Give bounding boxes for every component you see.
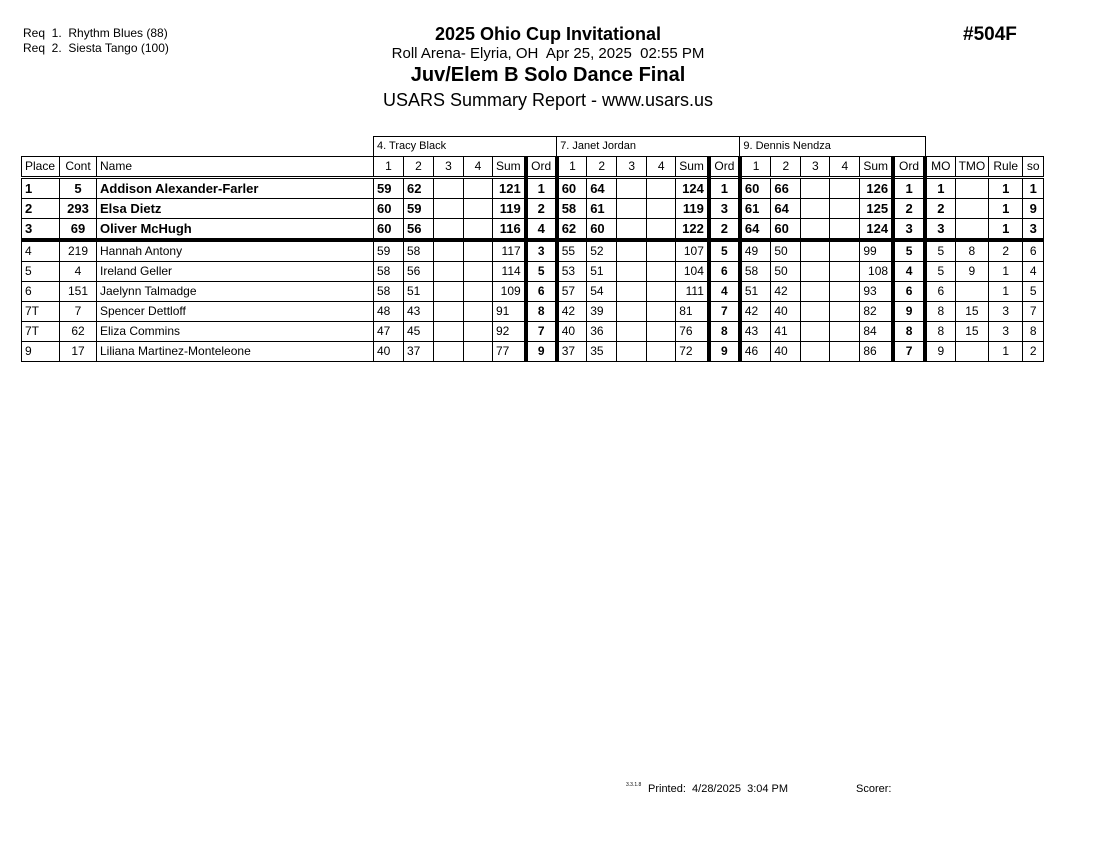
table-row <box>22 240 1044 262</box>
rule-cell: 1 <box>989 219 1023 241</box>
ordinal-cell: 7 <box>709 302 740 322</box>
score-1-cell: 55 <box>557 240 587 262</box>
name-cell: Spencer Dettloff <box>97 302 374 322</box>
score-2-cell: 60 <box>771 219 801 241</box>
ordinal-cell: 2 <box>709 219 740 241</box>
score-4-cell <box>464 178 493 199</box>
table-row <box>22 302 1044 322</box>
sum-cell: 99 <box>860 240 893 262</box>
sum-cell: 119 <box>493 199 526 219</box>
ordinal-cell: 3 <box>709 199 740 219</box>
place-cell: 7T <box>22 322 60 342</box>
request-1: Req 1. Rhythm Blues (88) <box>23 26 168 40</box>
so-cell: 8 <box>1023 322 1044 342</box>
score-2-cell: 36 <box>587 322 617 342</box>
mo-cell: 6 <box>925 282 955 302</box>
col-j3-sum: Sum <box>860 157 893 178</box>
score-3-cell <box>434 322 464 342</box>
score-1-cell: 46 <box>740 342 771 362</box>
ordinal-cell: 1 <box>526 178 557 199</box>
ordinal-cell: 1 <box>893 178 925 199</box>
col-j1-4: 4 <box>464 157 493 178</box>
sum-cell: 108 <box>860 262 893 282</box>
score-1-cell: 58 <box>557 199 587 219</box>
score-3-cell <box>434 240 464 262</box>
ordinal-cell: 2 <box>526 199 557 219</box>
sum-cell: 107 <box>676 240 709 262</box>
score-1-cell: 60 <box>374 219 404 241</box>
sum-cell: 121 <box>493 178 526 199</box>
score-2-cell: 58 <box>404 240 434 262</box>
mo-cell: 5 <box>925 240 955 262</box>
rule-cell: 1 <box>989 342 1023 362</box>
col-j3-3: 3 <box>801 157 830 178</box>
col-j1-ord: Ord <box>526 157 557 178</box>
score-3-cell <box>434 178 464 199</box>
score-2-cell: 43 <box>404 302 434 322</box>
score-1-cell: 58 <box>740 262 771 282</box>
ordinal-cell: 9 <box>709 342 740 362</box>
score-1-cell: 64 <box>740 219 771 241</box>
score-1-cell: 62 <box>557 219 587 241</box>
score-2-cell: 56 <box>404 219 434 241</box>
score-4-cell <box>647 322 676 342</box>
event-name: 2025 Ohio Cup Invitational <box>434 24 662 44</box>
ordinal-cell: 9 <box>893 302 925 322</box>
so-cell: 5 <box>1023 282 1044 302</box>
judge-1-name: 4. Tracy Black <box>374 137 557 157</box>
tmo-cell <box>955 199 989 219</box>
score-3-cell <box>617 322 647 342</box>
ordinal-cell: 1 <box>709 178 740 199</box>
score-2-cell: 64 <box>771 199 801 219</box>
sum-cell: 72 <box>676 342 709 362</box>
score-3-cell <box>801 262 830 282</box>
ordinal-cell: 3 <box>893 219 925 241</box>
sum-cell: 86 <box>860 342 893 362</box>
tmo-cell: 15 <box>955 322 989 342</box>
table-row <box>22 219 1044 241</box>
sum-cell: 114 <box>493 262 526 282</box>
score-3-cell <box>617 282 647 302</box>
rule-cell: 1 <box>989 199 1023 219</box>
col-j2-4: 4 <box>647 157 676 178</box>
cont-cell: 62 <box>60 322 97 342</box>
name-cell: Elsa Dietz <box>97 199 374 219</box>
col-j1-1: 1 <box>374 157 404 178</box>
place-cell: 1 <box>22 178 60 199</box>
ordinal-cell: 8 <box>709 322 740 342</box>
score-1-cell: 47 <box>374 322 404 342</box>
score-4-cell <box>830 178 860 199</box>
score-2-cell: 64 <box>587 178 617 199</box>
col-j3-ord: Ord <box>893 157 925 178</box>
page-title: Juv/Elem B Solo Dance Final <box>410 64 686 86</box>
score-2-cell: 62 <box>404 178 434 199</box>
cont-cell: 5 <box>60 178 97 199</box>
name-cell: Oliver McHugh <box>97 219 374 241</box>
sum-cell: 124 <box>860 219 893 241</box>
mo-cell: 2 <box>925 199 955 219</box>
judge-header-row <box>22 137 1044 157</box>
name-cell: Ireland Geller <box>97 262 374 282</box>
score-4-cell <box>647 302 676 322</box>
sum-cell: 111 <box>676 282 709 302</box>
place-cell: 2 <box>22 199 60 219</box>
sum-cell: 116 <box>493 219 526 241</box>
score-1-cell: 49 <box>740 240 771 262</box>
table-row <box>22 178 1044 199</box>
col-j2-3: 3 <box>617 157 647 178</box>
sum-cell: 76 <box>676 322 709 342</box>
so-cell: 1 <box>1023 178 1044 199</box>
score-1-cell: 40 <box>557 322 587 342</box>
score-3-cell <box>801 302 830 322</box>
sum-cell: 117 <box>493 240 526 262</box>
score-3-cell <box>617 178 647 199</box>
results-body <box>22 178 1044 362</box>
so-cell: 7 <box>1023 302 1044 322</box>
rule-cell: 1 <box>989 178 1023 199</box>
score-3-cell <box>801 199 830 219</box>
score-4-cell <box>830 199 860 219</box>
place-cell: 7T <box>22 302 60 322</box>
table-row <box>22 282 1044 302</box>
venue-datetime: Roll Arena- Elyria, OH Apr 25, 2025 02:55 PM <box>391 45 705 62</box>
sum-cell: 126 <box>860 178 893 199</box>
ordinal-cell: 4 <box>709 282 740 302</box>
score-4-cell <box>830 322 860 342</box>
score-2-cell: 61 <box>587 199 617 219</box>
score-4-cell <box>830 282 860 302</box>
sum-cell: 93 <box>860 282 893 302</box>
score-1-cell: 37 <box>557 342 587 362</box>
score-4-cell <box>830 262 860 282</box>
cont-cell: 151 <box>60 282 97 302</box>
score-1-cell: 43 <box>740 322 771 342</box>
score-2-cell: 51 <box>404 282 434 302</box>
score-4-cell <box>647 240 676 262</box>
request-2: Req 2. Siesta Tango (100) <box>23 41 169 55</box>
score-1-cell: 42 <box>557 302 587 322</box>
score-1-cell: 57 <box>557 282 587 302</box>
score-1-cell: 40 <box>374 342 404 362</box>
score-2-cell: 41 <box>771 322 801 342</box>
col-j3-2: 2 <box>771 157 801 178</box>
table-row <box>22 199 1044 219</box>
so-cell: 6 <box>1023 240 1044 262</box>
mo-cell: 1 <box>925 178 955 199</box>
score-2-cell: 66 <box>771 178 801 199</box>
score-4-cell <box>464 199 493 219</box>
score-4-cell <box>647 282 676 302</box>
score-1-cell: 58 <box>374 262 404 282</box>
score-4-cell <box>464 302 493 322</box>
mo-cell: 9 <box>925 342 955 362</box>
score-3-cell <box>801 240 830 262</box>
score-3-cell <box>801 282 830 302</box>
ordinal-cell: 6 <box>709 262 740 282</box>
score-4-cell <box>647 199 676 219</box>
name-cell: Addison Alexander-Farler <box>97 178 374 199</box>
sum-cell: 82 <box>860 302 893 322</box>
score-1-cell: 59 <box>374 178 404 199</box>
sum-cell: 124 <box>676 178 709 199</box>
sum-cell: 84 <box>860 322 893 342</box>
so-cell: 2 <box>1023 342 1044 362</box>
sum-cell: 109 <box>493 282 526 302</box>
score-4-cell <box>464 240 493 262</box>
score-3-cell <box>434 199 464 219</box>
sum-cell: 122 <box>676 219 709 241</box>
score-2-cell: 39 <box>587 302 617 322</box>
col-tmo: TMO <box>955 157 989 178</box>
sum-cell: 77 <box>493 342 526 362</box>
cont-cell: 7 <box>60 302 97 322</box>
results-table <box>21 136 1044 362</box>
score-3-cell <box>434 342 464 362</box>
col-j2-1: 1 <box>557 157 587 178</box>
sum-cell: 104 <box>676 262 709 282</box>
score-1-cell: 48 <box>374 302 404 322</box>
score-4-cell <box>464 219 493 241</box>
scorer-label: Scorer: <box>856 783 892 795</box>
ordinal-cell: 6 <box>893 282 925 302</box>
score-3-cell <box>801 219 830 241</box>
score-3-cell <box>617 262 647 282</box>
score-3-cell <box>617 199 647 219</box>
so-cell: 9 <box>1023 199 1044 219</box>
score-3-cell <box>801 342 830 362</box>
ordinal-cell: 9 <box>526 342 557 362</box>
score-2-cell: 40 <box>771 302 801 322</box>
score-4-cell <box>647 219 676 241</box>
score-2-cell: 45 <box>404 322 434 342</box>
score-4-cell <box>647 178 676 199</box>
col-j3-4: 4 <box>830 157 860 178</box>
tmo-cell <box>955 219 989 241</box>
score-2-cell: 40 <box>771 342 801 362</box>
rule-cell: 3 <box>989 322 1023 342</box>
place-cell: 5 <box>22 262 60 282</box>
mo-cell: 3 <box>925 219 955 241</box>
table-row <box>22 322 1044 342</box>
score-2-cell: 52 <box>587 240 617 262</box>
score-1-cell: 53 <box>557 262 587 282</box>
sum-cell: 91 <box>493 302 526 322</box>
score-3-cell <box>617 219 647 241</box>
ordinal-cell: 2 <box>893 199 925 219</box>
column-header-row <box>22 157 1044 178</box>
score-2-cell: 54 <box>587 282 617 302</box>
tmo-cell: 15 <box>955 302 989 322</box>
score-3-cell <box>617 302 647 322</box>
col-j1-2: 2 <box>404 157 434 178</box>
score-1-cell: 58 <box>374 282 404 302</box>
rule-cell: 1 <box>989 262 1023 282</box>
sum-cell: 119 <box>676 199 709 219</box>
name-cell: Hannah Antony <box>97 240 374 262</box>
score-4-cell <box>647 262 676 282</box>
col-mo: MO <box>925 157 955 178</box>
score-4-cell <box>830 302 860 322</box>
rule-cell: 2 <box>989 240 1023 262</box>
col-rule: Rule <box>989 157 1023 178</box>
col-name: Name <box>97 157 374 178</box>
col-j1-sum: Sum <box>493 157 526 178</box>
score-2-cell: 50 <box>771 240 801 262</box>
ordinal-cell: 5 <box>709 240 740 262</box>
score-3-cell <box>434 219 464 241</box>
score-2-cell: 59 <box>404 199 434 219</box>
score-3-cell <box>617 240 647 262</box>
ordinal-cell: 8 <box>526 302 557 322</box>
score-3-cell <box>801 322 830 342</box>
place-cell: 4 <box>22 240 60 262</box>
col-j2-sum: Sum <box>676 157 709 178</box>
cont-cell: 69 <box>60 219 97 241</box>
ordinal-cell: 3 <box>526 240 557 262</box>
place-cell: 9 <box>22 342 60 362</box>
cont-cell: 293 <box>60 199 97 219</box>
score-1-cell: 59 <box>374 240 404 262</box>
score-1-cell: 61 <box>740 199 771 219</box>
col-j3-1: 1 <box>740 157 771 178</box>
col-j1-3: 3 <box>434 157 464 178</box>
score-1-cell: 42 <box>740 302 771 322</box>
score-3-cell <box>617 342 647 362</box>
so-cell: 4 <box>1023 262 1044 282</box>
place-cell: 6 <box>22 282 60 302</box>
tmo-cell <box>955 282 989 302</box>
name-cell: Jaelynn Talmadge <box>97 282 374 302</box>
score-4-cell <box>464 322 493 342</box>
place-cell: 3 <box>22 219 60 241</box>
score-4-cell <box>830 240 860 262</box>
score-1-cell: 51 <box>740 282 771 302</box>
col-j2-2: 2 <box>587 157 617 178</box>
score-1-cell: 60 <box>557 178 587 199</box>
tmo-cell: 9 <box>955 262 989 282</box>
event-number: #504F <box>963 24 1017 45</box>
col-so: so <box>1023 157 1044 178</box>
ordinal-cell: 8 <box>893 322 925 342</box>
score-2-cell: 56 <box>404 262 434 282</box>
ordinal-cell: 7 <box>893 342 925 362</box>
col-j2-ord: Ord <box>709 157 740 178</box>
col-place: Place <box>22 157 60 178</box>
report-subtitle: USARS Summary Report - www.usars.us <box>382 90 714 110</box>
so-cell: 3 <box>1023 219 1044 241</box>
printed-timestamp: Printed: 4/28/2025 3:04 PM <box>648 783 789 795</box>
version-label: 3.3.1.8 <box>626 782 642 788</box>
score-3-cell <box>434 262 464 282</box>
ordinal-cell: 4 <box>893 262 925 282</box>
score-3-cell <box>801 178 830 199</box>
score-4-cell <box>647 342 676 362</box>
tmo-cell <box>955 178 989 199</box>
table-row <box>22 262 1044 282</box>
judge-2-name: 7. Janet Jordan <box>557 137 740 157</box>
score-1-cell: 60 <box>740 178 771 199</box>
score-4-cell <box>464 342 493 362</box>
score-2-cell: 42 <box>771 282 801 302</box>
score-4-cell <box>464 282 493 302</box>
tmo-cell <box>955 342 989 362</box>
name-cell: Liliana Martinez-Monteleone <box>97 342 374 362</box>
score-4-cell <box>830 219 860 241</box>
cont-cell: 219 <box>60 240 97 262</box>
judge-3-name: 9. Dennis Nendza <box>740 137 925 157</box>
score-4-cell <box>830 342 860 362</box>
score-3-cell <box>434 302 464 322</box>
score-2-cell: 37 <box>404 342 434 362</box>
sum-cell: 125 <box>860 199 893 219</box>
score-3-cell <box>434 282 464 302</box>
ordinal-cell: 6 <box>526 282 557 302</box>
name-cell: Eliza Commins <box>97 322 374 342</box>
mo-cell: 8 <box>925 302 955 322</box>
sum-cell: 81 <box>676 302 709 322</box>
tmo-cell: 8 <box>955 240 989 262</box>
rule-cell: 3 <box>989 302 1023 322</box>
col-cont: Cont <box>60 157 97 178</box>
score-4-cell <box>464 262 493 282</box>
cont-cell: 4 <box>60 262 97 282</box>
cont-cell: 17 <box>60 342 97 362</box>
score-1-cell: 60 <box>374 199 404 219</box>
ordinal-cell: 7 <box>526 322 557 342</box>
ordinal-cell: 4 <box>526 219 557 241</box>
score-2-cell: 60 <box>587 219 617 241</box>
score-2-cell: 50 <box>771 262 801 282</box>
table-row <box>22 342 1044 362</box>
rule-cell: 1 <box>989 282 1023 302</box>
sum-cell: 92 <box>493 322 526 342</box>
mo-cell: 8 <box>925 322 955 342</box>
score-2-cell: 51 <box>587 262 617 282</box>
ordinal-cell: 5 <box>526 262 557 282</box>
mo-cell: 5 <box>925 262 955 282</box>
score-2-cell: 35 <box>587 342 617 362</box>
ordinal-cell: 5 <box>893 240 925 262</box>
